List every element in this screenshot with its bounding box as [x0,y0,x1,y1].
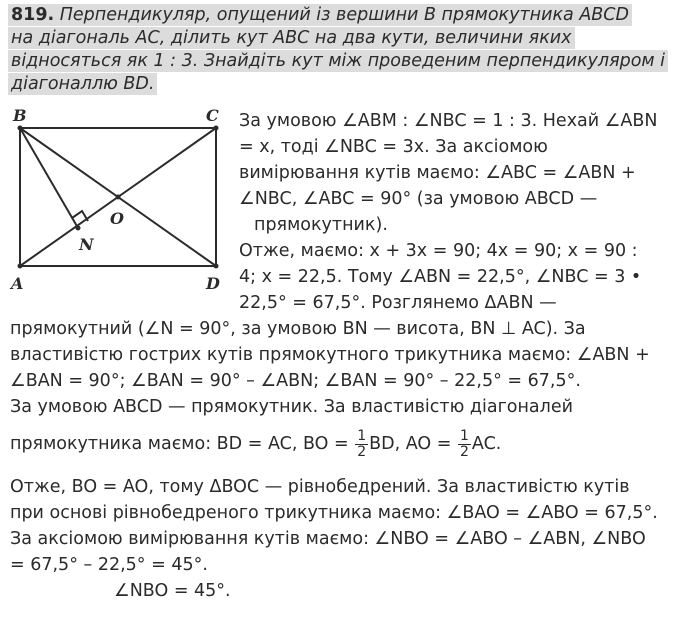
vertex-d-dot [214,264,219,269]
solution-line-1: За умовою ∠ABM : ∠NBC = 1 : 3. Нехай ∠ABN [239,111,658,131]
solution-line-10: властивістю гострих кутів прямокутного трикутника маємо: ∠ABN + [10,345,650,365]
solution-line-4: ∠NBC, ∠ABC = 90° (за умовою ABCD — [239,189,598,209]
solution-line-16: = 67,5° – 22,5° = 45°. [10,555,208,575]
solution-line-5: прямокутник). [254,215,388,235]
label-c: C [206,106,219,125]
solution-answer: ∠NBO = 45°. [114,581,231,601]
vertex-a-dot [18,264,23,269]
rectangle-figure [6,106,231,296]
solution-fraction-line: прямокутника маємо: BD = AC, BO = $\frac{1}{2}$ BD, AO = $\frac{1}{2}$ AC. [10,427,502,460]
label-d: D [206,274,220,293]
label-o: O [110,209,124,228]
label-n: N [79,235,94,254]
solution-line-6: Отже, маємо: x + 3x = 90; 4x = 90; x = 90 : [239,241,638,261]
solution-line-13: Отже, BO = AO, тому ΔBOC — рівнобедрений. За властивістю кутів [10,477,630,497]
solution-line-12: За умовою ABCD — прямокутник. За властивістю діагоналей [10,397,573,417]
fraction-one-half: $\frac{1}{2}$ [459,427,469,460]
perpendicular-bn [20,128,78,228]
fraction-one-half: $\frac{1}{2}$ [357,427,367,460]
problem-line-2: на діагональ AC, ділить кут ABC на два кути, величини яких [8,27,575,49]
label-a: A [11,274,24,293]
problem-line-4: діагоналлю BD. [8,73,157,95]
vertex-b-dot [18,126,23,131]
point-o-dot [116,195,121,200]
solution-line-14: при основі рівнобедреного трикутника маємо: ∠BAO = ∠ABO = 67,5°. [10,503,658,523]
solution-line-11: ∠BAN = 90°; ∠BAN = 90° – ∠ABN; ∠BAN = 90° – 22,5° = 67,5°. [10,371,581,391]
problem-line-1: 819. Перпендикуляр, опущений із вершини B прямокутника ABCD [8,4,632,26]
solution-line-8: 22,5° = 67,5°. Розглянемо ΔABN — [239,293,557,313]
label-b: B [13,106,27,125]
problem-line-3: відносяться як 1 : 3. Знайдіть кут між проведеним перпендикуляром і [8,50,668,72]
solution-line-2: = x, тоді ∠NBC = 3x. За аксіомою [239,137,548,157]
problem-statement [8,4,692,96]
solution-line-7: 4; x = 22,5. Тому ∠ABN = 22,5°, ∠NBC = 3 • [239,267,642,287]
solution-line-15: За аксіомою вимірювання кутів маємо: ∠NBO = ∠ABO – ∠ABN, ∠NBO [10,529,646,549]
problem-number: 819. [11,5,55,25]
solution-line-3: вимірювання кутів маємо: ∠ABC = ∠ABN + [239,163,636,183]
vertex-c-dot [214,126,219,131]
solution-line-9: прямокутний (∠N = 90°, за умовою BN — висота, BN ⊥ AC). За [10,319,586,339]
point-n-dot [76,226,81,231]
